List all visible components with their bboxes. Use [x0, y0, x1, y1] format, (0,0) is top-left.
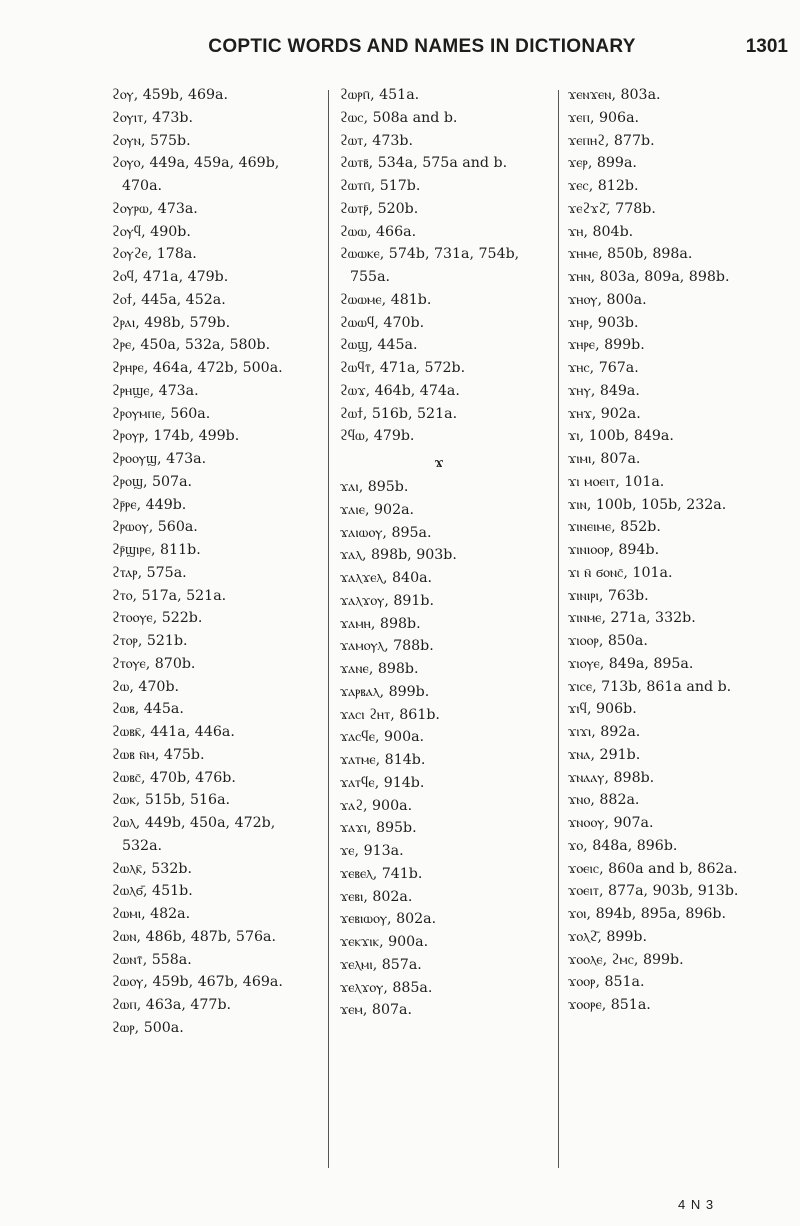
column-divider: [558, 90, 559, 1168]
index-entry: ϫⲓϥ, 906b.: [568, 701, 637, 718]
index-entry: ϫⲉⲙ, 807a.: [340, 1002, 412, 1019]
index-entry: ϩⲧⲟⲩⲉ, 870b.: [112, 655, 196, 672]
index-entry: ϫⲉⲥ, 812b.: [568, 178, 639, 194]
page-number: 1301: [745, 36, 788, 57]
column-divider: [328, 90, 329, 1168]
index-entry: ϫⲁⲛⲉ, 898b.: [340, 661, 419, 677]
index-entry: ϩⲱⲛⲧ̄, 558a.: [112, 951, 192, 968]
index-entry: ϩⲱϯ, 516b, 521a.: [340, 405, 458, 422]
index-entry: ϫⲏⲟⲩ, 800a.: [568, 291, 647, 308]
index-entry: ϫⲉⲡ, 906a.: [568, 109, 640, 126]
index-entry: ϫⲁⲓⲉ, 902a.: [340, 501, 415, 518]
index-entry: ϩⲱⲱϥ, 470b.: [340, 314, 425, 331]
index-entry: ϫⲏⲩ, 849a.: [568, 382, 640, 399]
index-entry: ϩⲟϯ, 445a, 452a.: [112, 291, 226, 308]
index-entry: ϩⲱⲧ, 473b.: [340, 132, 413, 149]
index-entry: ϩⲣⲏϣⲉ, 473a.: [112, 382, 199, 399]
index-entry: ϩⲱϫ, 464b, 474a.: [340, 382, 460, 399]
index-entry: ϫⲁⲥϥⲉ, 900a.: [340, 729, 425, 746]
index-entry: ϩⲱⲗⲕ̄, 532b.: [112, 860, 192, 877]
index-entry: ϩⲱⲱⲙⲉ, 481b.: [340, 291, 432, 308]
index-column-2: [340, 84, 538, 1022]
index-entry: ϫⲁⲓⲱⲟⲩ, 895a.: [340, 524, 432, 541]
index-entry: ϫⲓⲥⲉ, 713b, 861a and b.: [568, 678, 732, 695]
index-entry: ϫⲓⲛⲓⲣⲓ, 763b.: [568, 587, 649, 604]
index-entry: ϫⲓⲙⲓ, 807a.: [568, 451, 641, 467]
index-entry: ϩⲣⲱⲟⲩ, 560a.: [112, 519, 198, 536]
index-entry: ϫⲟⲉⲓⲥ, 860a and b, 862a.: [568, 860, 738, 877]
index-entry: ϫⲏⲙⲉ, 850b, 898a.: [568, 246, 693, 263]
index-entry: ϫⲟⲟⲣ, 851a.: [568, 974, 645, 991]
index-entry: ϩⲱϥⲧ̄, 471a, 572b.: [340, 360, 466, 376]
index-entry: ϫⲟⲟⲣⲉ, 851a.: [568, 997, 651, 1013]
index-entry: ϫⲁϫⲓ, 895b.: [340, 820, 417, 837]
index-entry: ϩⲱⲕ, 515b, 516a.: [112, 792, 231, 809]
index-entry: ϫⲏⲥ, 767a.: [568, 360, 639, 376]
index-entry: ϫⲓⲛⲙⲉ, 271a, 332b.: [568, 610, 696, 627]
index-entry: ϫⲛⲟⲟⲩ, 907a.: [568, 815, 654, 831]
index-entry: ϩⲣⲟϣ, 507a.: [112, 473, 193, 490]
index-entry: ϫⲁⲙⲏ, 898b.: [340, 615, 421, 632]
index-entry: ϩⲟⲩ, 459b, 469a.: [112, 87, 229, 103]
index-entry: ϩⲣ̄ϣⲓⲣⲉ, 811b.: [112, 542, 201, 558]
index-entry: ϩⲣⲁⲓ, 498b, 579b.: [112, 314, 231, 331]
index-entry: ϩⲱ, 470b.: [112, 678, 180, 695]
index-entry: ϫⲉⲗϫⲟⲩ, 885a.: [340, 979, 433, 996]
index-entry: ϫⲁⲗϫⲟⲩ, 891b.: [340, 592, 435, 609]
index-entry: ϫⲓⲟⲟⲣ, 850a.: [568, 633, 648, 649]
index-entry: ϩⲱⲗ, 449b, 450a, 472b, 532a.: [112, 815, 276, 854]
index-entry: ϫⲉⲡⲏϩ, 877b.: [568, 132, 655, 149]
index-column-3: [568, 84, 774, 1017]
index-entry: ϫⲁϩ, 900a.: [340, 797, 413, 814]
page-header: [112, 36, 792, 76]
index-entry: ϩⲟⲩⲓⲧ, 473b.: [112, 109, 193, 126]
index-column-1: [112, 84, 310, 1040]
index-entry: ϫⲉⲗⲙⲓ, 857a.: [340, 956, 422, 973]
index-entry: ϩⲱⲥ, 508a and b.: [340, 109, 458, 126]
page-title: COPTIC WORDS AND NAMES IN DICTIONARY: [208, 36, 636, 57]
index-entry: ϩⲧⲟⲣ, 521b.: [112, 633, 188, 649]
index-entry: ϫⲟⲟⲗⲉ, ϩⲙⲥ, 899b.: [568, 951, 684, 968]
index-entry: ϫⲓⲛⲉⲓⲙⲉ, 852b.: [568, 519, 661, 536]
index-entry: ϩⲱⲙⲓ, 482a.: [112, 906, 191, 922]
index-entry: ϫⲉϩϫϩ̄, 778b.: [568, 200, 656, 217]
index-entry: ϩⲧⲁⲣ, 575a.: [112, 564, 187, 581]
index-entry: ϫⲁⲧⲙⲉ, 814b.: [340, 752, 426, 768]
index-entry: ϩⲱⲧⲣ̄, 520b.: [340, 200, 419, 217]
index-entry: ϩⲟϥ, 471a, 479b.: [112, 269, 229, 285]
signature-mark: 4 N 3: [678, 1197, 715, 1212]
index-entry: ϫⲁⲙⲟⲩⲗ, 788b.: [340, 638, 434, 655]
index-entry: ϫⲉⲣ, 899a.: [568, 155, 637, 172]
index-entry: ϩⲱⲣⲡ̄, 451a.: [340, 87, 420, 103]
index-entry: ϫⲟⲗϩ̄, 899b.: [568, 928, 648, 945]
index-entry: ϫⲁⲓ, 895b.: [340, 479, 409, 495]
index-entry: ϫⲉⲃⲓ, 802a.: [340, 888, 413, 905]
index-entry: ϩⲱⲗϭ̄, 451b.: [112, 883, 193, 900]
index-entry: ϫⲓ ⲛ̄ ϭⲟⲛⲥ̄, 101a.: [568, 564, 673, 581]
index-entry: ϫⲟⲉⲓⲧ, 877a, 903b, 913b.: [568, 883, 739, 900]
index-entry: ϩⲣ̄ⲣⲉ, 449b.: [112, 496, 187, 513]
index-entry: ϫⲉⲛϫⲉⲛ, 803a.: [568, 87, 661, 103]
index-entry: ϫⲓ ⲙⲟⲉⲓⲧ, 101a.: [568, 473, 665, 490]
index-entry: ϩⲣⲏⲣⲉ, 464a, 472b, 500a.: [112, 360, 283, 376]
index-entry: ϩⲟⲩⲟ, 449a, 459a, 469b, 470a.: [112, 155, 280, 194]
index-entry: ϩⲧⲟⲟⲩⲉ, 522b.: [112, 610, 203, 627]
index-entry: ϫⲁⲗ, 898b, 903b.: [340, 547, 457, 564]
index-entry: ϫⲟⲓ, 894b, 895a, 896b.: [568, 906, 726, 922]
index-entry: ϫⲏⲣⲉ, 899b.: [568, 337, 645, 354]
index-entry: ϫⲁⲣⲃⲁⲗ, 899b.: [340, 683, 430, 700]
index-entry: ϩⲱⲱⲕⲉ, 574b, 731a, 754b, 755a.: [340, 246, 520, 285]
index-entry: ϩⲱⲃⲕ̄, 441a, 446a.: [112, 724, 235, 740]
index-entry: ϩⲧⲟ, 517a, 521a.: [112, 587, 227, 604]
index-entry: ϩⲱⲧⲡ̄, 517b.: [340, 178, 421, 194]
index-entry: ϫⲏϫ, 902a.: [568, 405, 641, 422]
index-entry: ϩⲟⲩⲛ, 575b.: [112, 132, 191, 149]
index-entry: ϩⲱⲃ ⲛ̄ⲙ, 475b.: [112, 746, 205, 763]
index-entry: ϩⲱⲡ, 463a, 477b.: [112, 997, 232, 1013]
index-entry: ϫⲓⲛ, 100b, 105b, 232a.: [568, 496, 727, 513]
index-entry: ϩⲱⲟⲩ, 459b, 467b, 469a.: [112, 974, 283, 991]
index-entry: ϫⲁⲗϫⲉⲗ, 840a.: [340, 570, 433, 586]
index-entry: ϩⲟⲩϩⲉ, 178a.: [112, 246, 197, 263]
index-entry: ϫⲏⲣ, 903b.: [568, 314, 639, 331]
index-entry: ϫⲛⲁ, 291b.: [568, 746, 641, 763]
index-entry: ϩⲟⲩⲣⲱ, 473a.: [112, 200, 198, 217]
index-entry: ϩⲣⲟⲩⲣ, 174b, 499b.: [112, 428, 240, 445]
index-entry: ϩϥⲱ, 479b.: [340, 428, 415, 445]
index-entry: ϩⲟⲩϥ, 490b.: [112, 223, 191, 240]
index-entry: ϩⲱⲱ, 466a.: [340, 223, 417, 240]
letter-section-heading: ϫ: [434, 453, 444, 471]
index-entry: ϫⲓϫⲓ, 892a.: [568, 724, 641, 740]
index-entry: ϫⲉ, 913a.: [340, 843, 404, 859]
index-entry: ϫⲉⲃⲉⲗ, 741b.: [340, 865, 423, 882]
index-entry: ϫⲏ, 804b.: [568, 223, 634, 240]
index-entry: ϩⲱϣ, 445a.: [340, 337, 418, 354]
index-entry: ϫⲉⲃⲓⲱⲟⲩ, 802a.: [340, 911, 437, 928]
index-entry: ϫⲛⲁⲁⲩ, 898b.: [568, 769, 655, 786]
index-entry: ϫⲉⲕϫⲓⲕ, 900a.: [340, 934, 429, 950]
index-entry: ϫⲓⲛⲓⲟⲟⲣ, 894b.: [568, 542, 660, 558]
index-entry: ϩⲱⲃⲥ̄, 470b, 476b.: [112, 769, 236, 786]
index-entry: ϩⲣⲟⲩⲙⲡⲉ, 560a.: [112, 405, 211, 422]
index-entry: ϫⲏⲛ, 803a, 809a, 898b.: [568, 269, 730, 285]
index-entry: ϫⲓ, 100b, 849a.: [568, 428, 674, 445]
index-entry: ϩⲱⲧⲃ̄, 534a, 575a and b.: [340, 155, 508, 172]
index-entry: ϩⲣⲟⲟⲩϣ, 473a.: [112, 451, 207, 467]
index-entry: ϫⲁⲥⲓ ϩⲏⲧ, 861b.: [340, 706, 440, 723]
index-entry: ϩⲱⲣ, 500a.: [112, 1019, 184, 1036]
index-entry: ϫⲟ, 848a, 896b.: [568, 837, 678, 854]
index-entry: ϫⲛⲟ, 882a.: [568, 792, 640, 809]
index-entry: ϫⲓⲟⲩⲉ, 849a, 895a.: [568, 655, 694, 672]
index-entry: ϩⲱⲃ, 445a.: [112, 701, 184, 718]
index-entry: ϫⲁⲧϥⲉ, 914b.: [340, 774, 425, 791]
index-entry: ϩⲣⲉ, 450a, 532a, 580b.: [112, 337, 271, 354]
index-entry: ϩⲱⲛ, 486b, 487b, 576a.: [112, 928, 276, 945]
